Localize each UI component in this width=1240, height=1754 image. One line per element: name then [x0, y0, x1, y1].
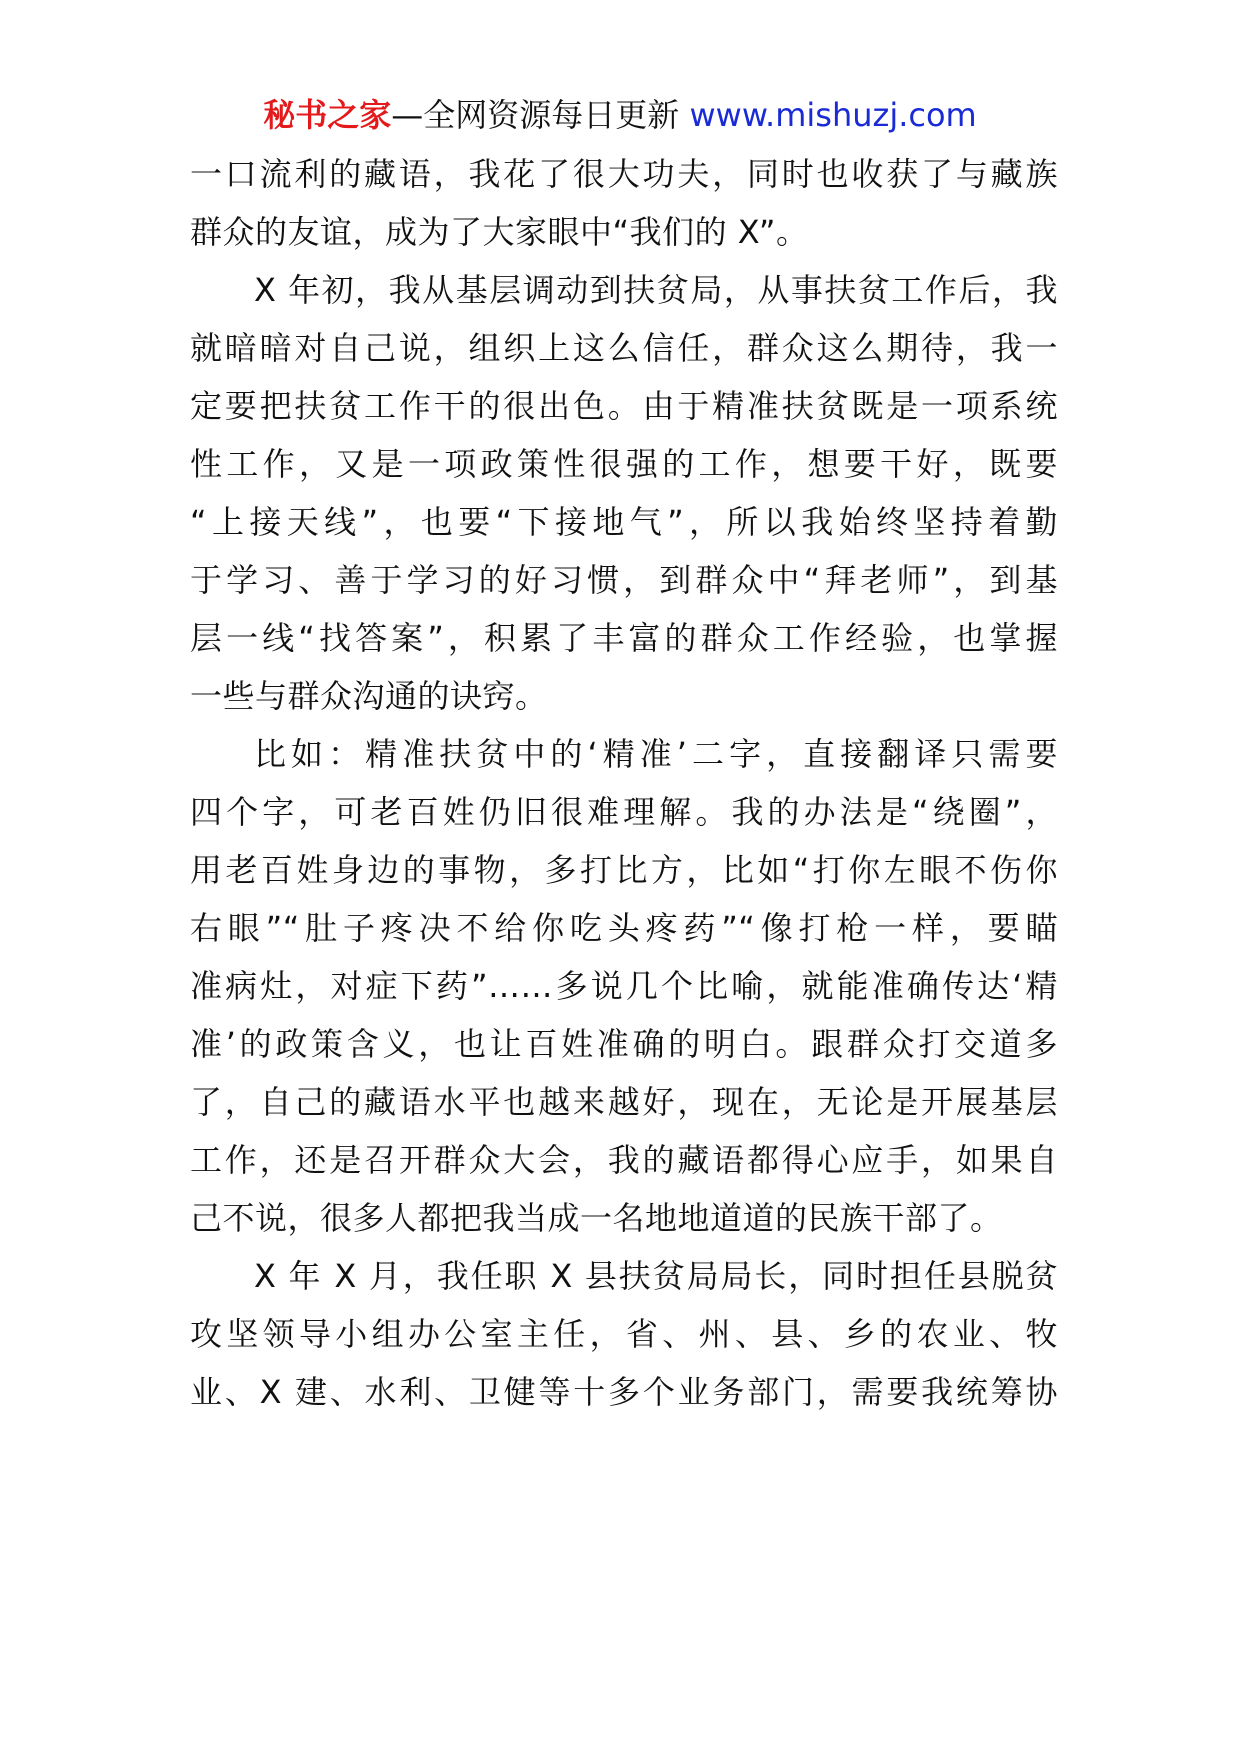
text-line: 于学习、善于学习的好习惯，到群众中“拜老师”，到基 — [190, 561, 1058, 599]
paragraph-start: X 年初，我从基层调动到扶贫局，从事扶贫工作后，我 — [254, 271, 1058, 309]
site-url-link[interactable]: www.mishuzj.com — [689, 96, 977, 134]
text-line: “上接天线”，也要“下接地气”，所以我始终坚持着勤 — [190, 503, 1058, 541]
text-line: 一口流利的藏语，我花了很大功夫，同时也收获了与藏族 — [190, 155, 1058, 193]
text-line: 定要把扶贫工作干的很出色。由于精准扶贫既是一项系统 — [190, 387, 1058, 425]
text-line: 工作，还是召开群众大会，我的藏语都得心应手，如果自 — [190, 1141, 1058, 1179]
text-line: 四个字，可老百姓仍旧很难理解。我的办法是“绕圈”， — [190, 793, 1058, 831]
text-line: 就暗暗对自己说，组织上这么信任，群众这么期待，我一 — [190, 329, 1058, 367]
paragraph-start: X 年 X 月，我任职 X 县扶贫局局长，同时担任县脱贫 — [254, 1257, 1058, 1295]
text-line: 群众的友谊，成为了大家眼中“我们的 X”。 — [190, 213, 809, 251]
text-line: 己不说，很多人都把我当成一名地地道道的民族干部了。 — [190, 1199, 1003, 1237]
site-brand: 秘书之家 — [263, 96, 392, 134]
text-line: 层一线“找答案”，积累了丰富的群众工作经验，也掌握 — [190, 619, 1058, 657]
text-line: 业、X 建、水利、卫健等十多个业务部门，需要我统筹协 — [190, 1373, 1058, 1411]
text-line: 准’的政策含义，也让百姓准确的明白。跟群众打交道多 — [190, 1025, 1058, 1063]
text-line: 性工作，又是一项政策性很强的工作，想要干好，既要 — [190, 445, 1058, 483]
text-line: 一些与群众沟通的诀窍。 — [190, 677, 548, 715]
text-line: 用老百姓身边的事物，多打比方，比如“打你左眼不伤你 — [190, 851, 1058, 889]
site-header — [0, 92, 1240, 138]
text-line: 右眼”“肚子疼决不给你吃头疼药”“像打枪一样，要瞄 — [190, 909, 1058, 947]
site-tagline: —全网资源每日更新 — [391, 96, 680, 134]
text-line: 攻坚领导小组办公室主任，省、州、县、乡的农业、牧 — [190, 1315, 1058, 1353]
paragraph-start: 比如：精准扶贫中的‘精准’二字，直接翻译只需要 — [254, 735, 1058, 773]
text-line: 准病灶，对症下药”……多说几个比喻，就能准确传达‘精 — [190, 967, 1058, 1005]
text-line: 了，自己的藏语水平也越来越好，现在，无论是开展基层 — [190, 1083, 1058, 1121]
